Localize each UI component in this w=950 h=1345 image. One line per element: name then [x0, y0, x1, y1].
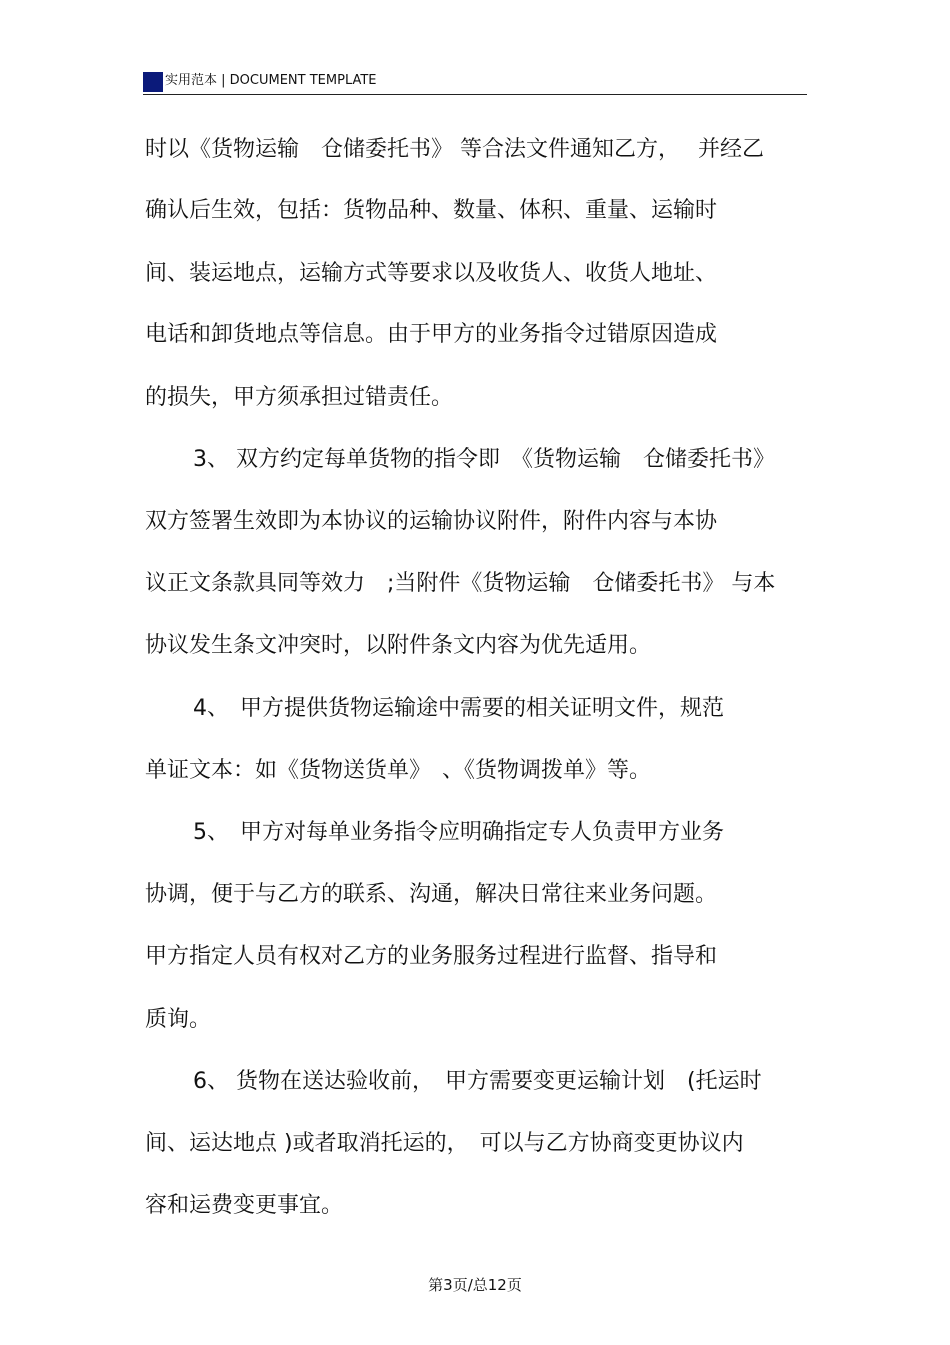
body-line: 间、装运地点，运输方式等要求以及收货人、收货人地址、	[145, 261, 718, 286]
body-line: 协调，便于与乙方的联系、沟通，解决日常往来业务问题。	[145, 882, 718, 907]
header-title: DOCUMENT TEMPLATE	[229, 73, 377, 88]
body-line: 协议发生条文冲突时，以附件条文内容为优先适用。	[145, 633, 652, 658]
body-line: 双方签署生效即为本协议的运输协议附件，附件内容与本协	[145, 509, 718, 534]
header-label: 实用范本	[165, 73, 218, 88]
header-separator: |	[217, 73, 230, 88]
body-line: 时以《货物运输 仓储委托书》 等合法文件通知乙方， 并经乙	[145, 137, 764, 162]
page-header	[143, 70, 807, 95]
body-line: 的损失，甲方须承担过错责任。	[145, 385, 454, 410]
body-line: 确认后生效，包括：货物品种、数量、体积、重量、运输时	[145, 198, 718, 223]
body-line: 6、 货物在送达验收前， 甲方需要变更运输计划 (托运时	[193, 1069, 762, 1094]
body-line: 容和运费变更事宜。	[145, 1193, 344, 1218]
body-line: 4、 甲方提供货物运输途中需要的相关证明文件，规范	[193, 696, 724, 721]
body-line: 单证文本：如《货物送货单》 、《货物调拨单》等。	[145, 758, 652, 783]
header-logo-square	[143, 72, 163, 92]
body-line: 议正文条款具同等效力 ;当附件《货物运输 仓储委托书》 与本	[145, 571, 776, 596]
page-number: 第3页/总12页	[428, 1276, 522, 1294]
body-line: 电话和卸货地点等信息。由于甲方的业务指令过错原因造成	[145, 322, 718, 347]
header-text	[165, 73, 377, 89]
body-line: 质询。	[145, 1007, 212, 1032]
body-line: 3、 双方约定每单货物的指令即 《货物运输 仓储委托书》	[193, 447, 775, 472]
body-line: 甲方指定人员有权对乙方的业务服务过程进行监督、指导和	[145, 944, 718, 969]
body-line: 间、运达地点 )或者取消托运的， 可以与乙方协商变更协议内	[145, 1131, 744, 1156]
body-line: 5、 甲方对每单业务指令应明确指定专人负责甲方业务	[193, 820, 724, 845]
